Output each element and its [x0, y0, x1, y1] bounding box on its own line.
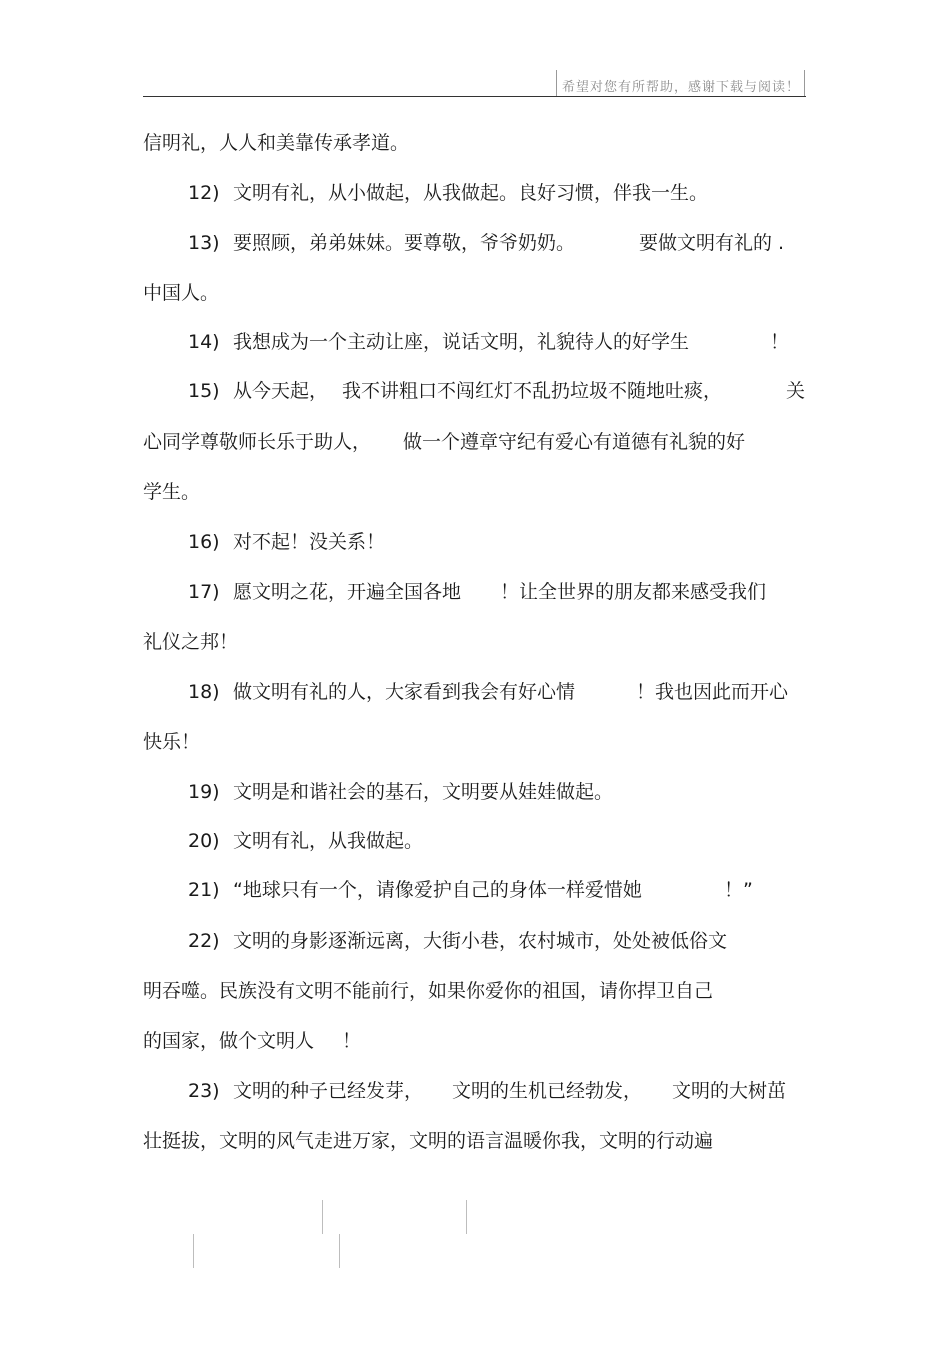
- text-line: “地球只有一个，请像爱护自己的身体一样爱惜她: [233, 879, 642, 901]
- text-line: 文明是和谐社会的基石，文明要从娃娃做起。: [233, 781, 614, 803]
- text-line: 文明的身影逐渐远离，大街小巷，农村城市，处处被低俗文: [233, 930, 728, 952]
- vertical-rule: [466, 1200, 467, 1234]
- item-number-12: 12): [188, 182, 220, 204]
- text-line: 的国家，做个文明人: [143, 1030, 315, 1052]
- text-line: 文明有礼，从我做起。: [233, 830, 424, 852]
- text-line: 文明的种子已经发芽，: [233, 1080, 424, 1102]
- text-line: 明吞噬。民族没有文明不能前行，如果你爱你的祖国，请你捍卫自己: [143, 980, 714, 1002]
- text-line: 要做文明有礼的 .: [639, 232, 785, 254]
- text-line: 从今天起，: [233, 380, 329, 402]
- text-line: 愿文明之花，开遍全国各地: [233, 581, 462, 603]
- text-line: 学生。: [143, 481, 201, 503]
- text-line: 要照顾，弟弟妹妹。要尊敬，爷爷奶奶。: [233, 232, 576, 254]
- text-line: 壮挺拔，文明的风气走进万家，文明的语言温暖你我，文明的行动遍: [143, 1130, 714, 1152]
- item-number-17: 17): [188, 581, 220, 603]
- text-line: 做一个遵章守纪有爱心有道德有礼貌的好: [403, 431, 746, 453]
- text-line: 信明礼，人人和美靠传承孝道。: [143, 132, 410, 154]
- text-line: ！”: [724, 879, 753, 901]
- header-rule: [143, 96, 806, 97]
- header-note: 希望对您有所帮助，感谢下载与阅读！: [562, 80, 801, 95]
- item-number-23: 23): [188, 1080, 220, 1102]
- vertical-rule: [339, 1234, 340, 1268]
- text-line: ！让全世界的朋友都来感受我们: [500, 581, 767, 603]
- item-number-19: 19): [188, 781, 220, 803]
- item-number-22: 22): [188, 930, 220, 952]
- text-line: 关: [786, 380, 806, 402]
- text-line: 我想成为一个主动让座，说话文明，礼貌待人的好学生: [233, 331, 690, 353]
- text-line: ！: [770, 331, 790, 353]
- text-line: ！我也因此而开心: [636, 681, 789, 703]
- text-line: 文明的生机已经勃发，: [452, 1080, 643, 1102]
- text-line: 心同学尊敬师长乐于助人，: [143, 431, 372, 453]
- item-number-15: 15): [188, 380, 220, 402]
- text-line: 我不讲粗口不闯红灯不乱扔垃圾不随地吐痰，: [342, 380, 723, 402]
- text-line: 做文明有礼的人，大家看到我会有好心情: [233, 681, 576, 703]
- text-line: 文明有礼，从小做起，从我做起。良好习惯，伴我一生。: [233, 182, 709, 204]
- text-line: 快乐！: [143, 731, 201, 753]
- text-line: 中国人。: [143, 282, 220, 304]
- text-line: 礼仪之邦！: [143, 631, 239, 653]
- item-number-21: 21): [188, 879, 220, 901]
- item-number-18: 18): [188, 681, 220, 703]
- vertical-rule: [322, 1200, 323, 1234]
- item-number-13: 13): [188, 232, 220, 254]
- item-number-16: 16): [188, 531, 220, 553]
- text-line: ！: [342, 1030, 362, 1052]
- item-number-14: 14): [188, 331, 220, 353]
- text-line: 对不起！没关系！: [233, 531, 386, 553]
- vertical-rule: [193, 1234, 194, 1268]
- text-line: 文明的大树茁: [672, 1080, 787, 1102]
- item-number-20: 20): [188, 830, 220, 852]
